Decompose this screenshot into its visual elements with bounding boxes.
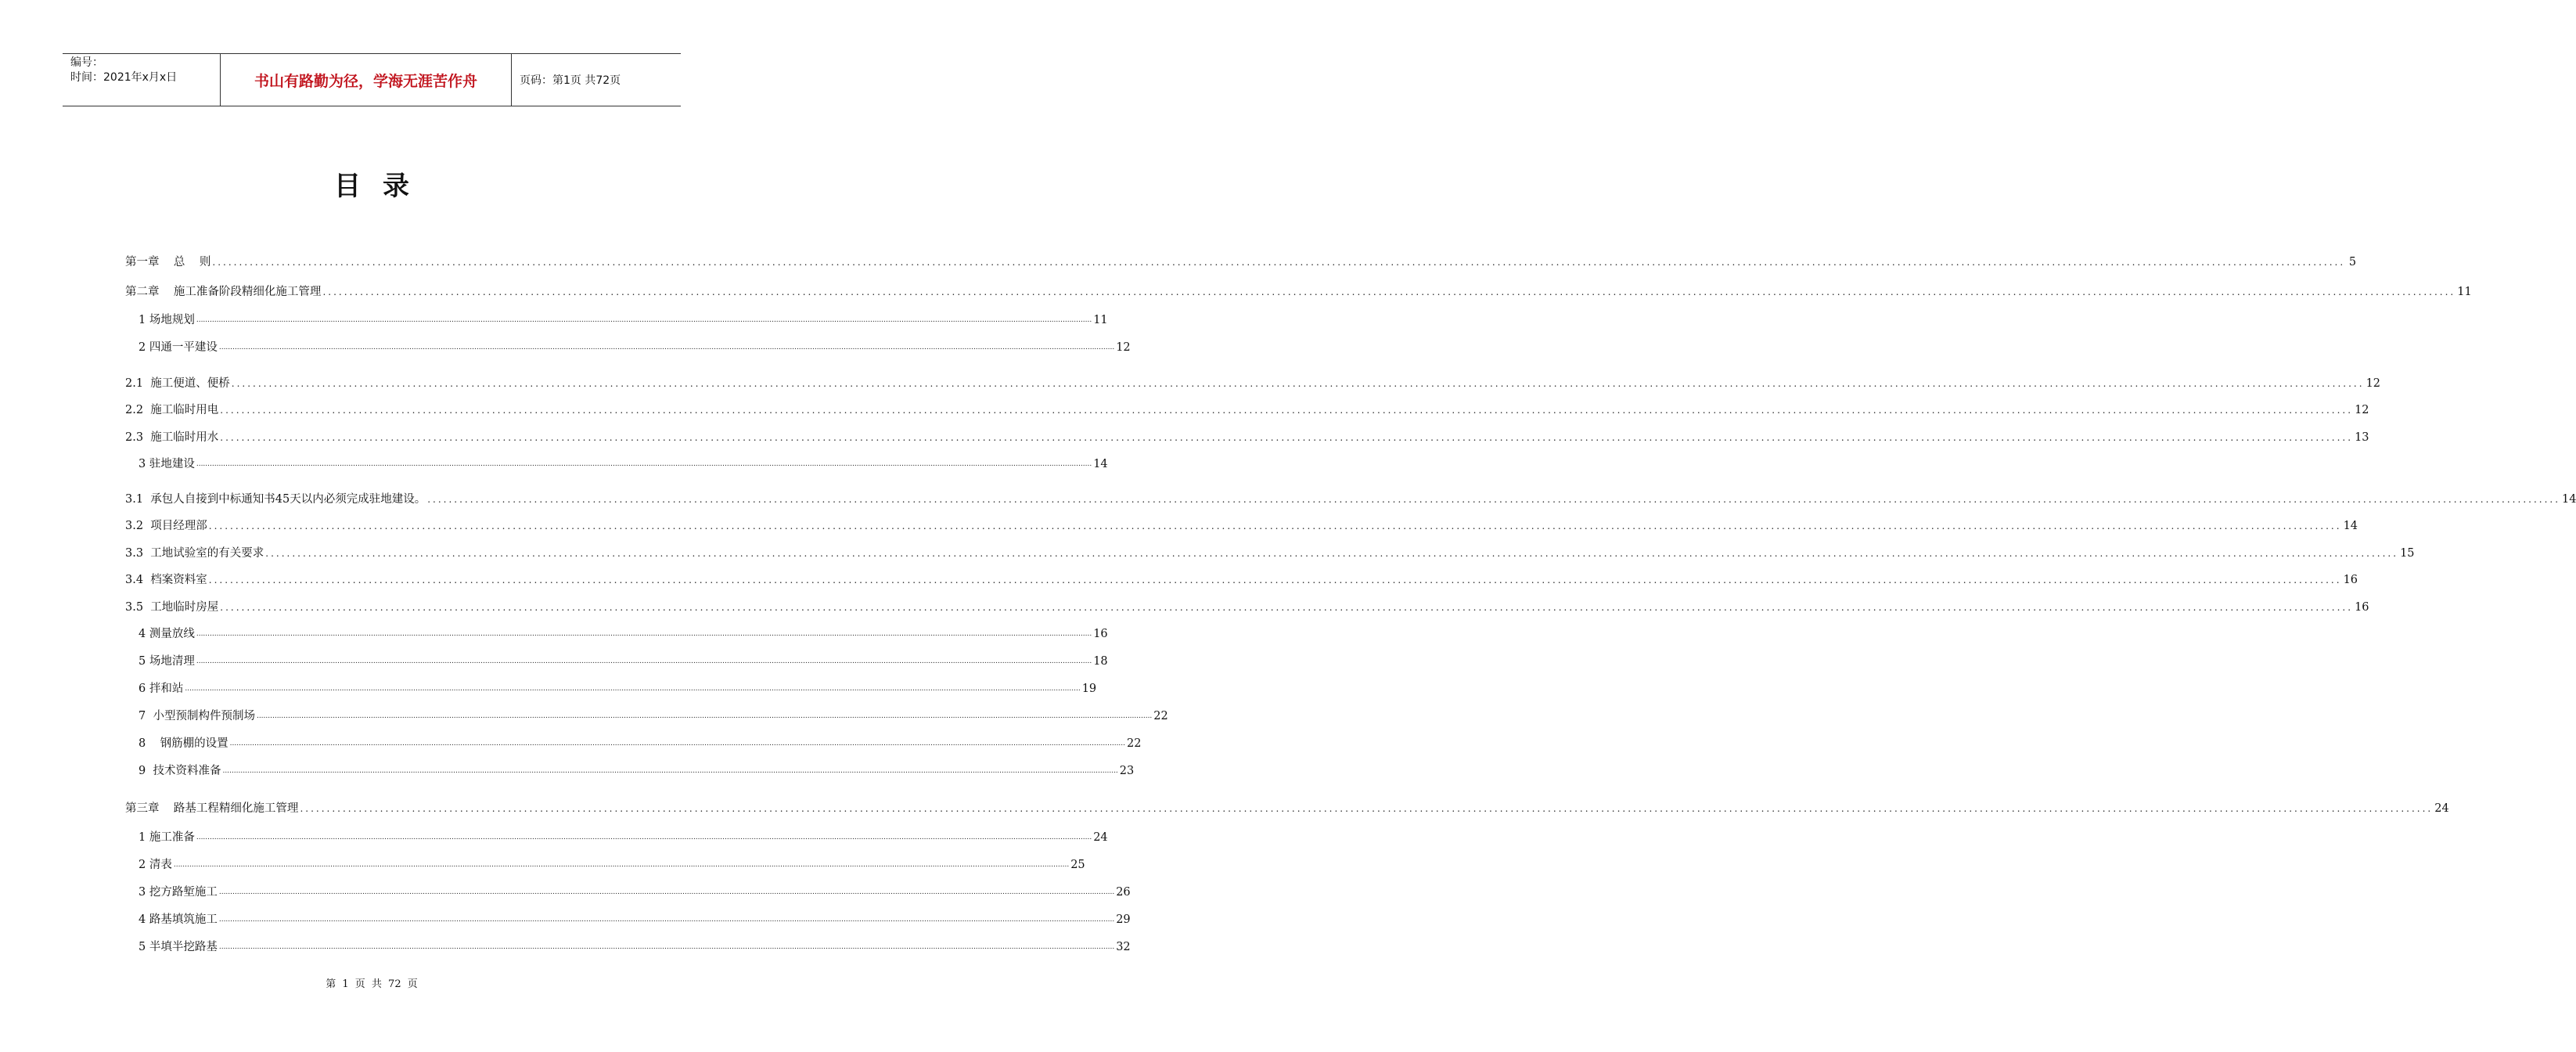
toc-entry-leader: ................................................................................................................................................................................................................................................................................................................................................................................................................ — [231, 378, 2365, 389]
toc-entry[interactable] — [125, 282, 2472, 299]
number-label: 编号： — [70, 56, 103, 69]
toc-entry-page: 25 — [1070, 859, 1085, 871]
toc-entry[interactable] — [139, 882, 1131, 899]
toc-entry-leader: ................................................................................................................................................................................................................................................................................................................................................................................................................ — [208, 575, 2342, 585]
toc-entry[interactable] — [139, 706, 1168, 723]
toc-entry-page: 16 — [2343, 574, 2358, 586]
toc-entry-page: 5 — [2348, 256, 2357, 268]
toc-entry[interactable] — [125, 516, 2358, 533]
toc-entry-label: 3.1 承包人自接到中标通知书45天以内必须完成驻地建设。 — [125, 493, 426, 506]
toc-entry-label: 3.5 工地临时房屋 — [125, 601, 219, 614]
toc-entry-leader: ................................................................................................................................................................................................................................................................................................................................................................................................................ — [222, 767, 1118, 775]
toc-entry-page: 12 — [1116, 341, 1131, 354]
toc-entry-page: 24 — [2434, 802, 2449, 815]
toc-entry[interactable] — [125, 543, 2415, 560]
toc-entry-label: 第二章 施工准备阶段精细化施工管理 — [125, 286, 322, 298]
toc-entry-page: 18 — [1093, 655, 1108, 668]
toc-entry[interactable] — [139, 624, 1108, 641]
toc-entry-label: 第三章 路基工程精细化施工管理 — [125, 802, 299, 815]
toc-entry[interactable] — [125, 570, 2358, 587]
toc-entry-page: 22 — [1153, 710, 1168, 722]
toc-entry-leader: ................................................................................................................................................................................................................................................................................................................................................................................................................ — [427, 494, 2561, 505]
toc-entry-page: 14 — [2343, 520, 2358, 532]
toc-entry-label: 4 路基填筑施工 — [139, 913, 218, 926]
toc-entry-label: 3.3 工地试验室的有关要求 — [125, 547, 264, 560]
toc-entry-page: 11 — [2457, 286, 2472, 298]
toc-entry-leader: ................................................................................................................................................................................................................................................................................................................................................................................................................ — [196, 630, 1092, 638]
toc-entry-label: 2.2 施工临时用电 — [125, 404, 219, 416]
toc-entry[interactable] — [125, 489, 2576, 506]
toc-entry-page: 16 — [1093, 628, 1108, 640]
page-footer: 第 1 页 共 72 页 — [326, 978, 418, 990]
toc-entry[interactable] — [139, 827, 1108, 845]
toc-entry[interactable] — [125, 252, 2357, 269]
toc-entry-page: 12 — [2355, 404, 2369, 416]
toc-entry-label: 5 场地清理 — [139, 655, 195, 668]
toc-entry-leader: ................................................................................................................................................................................................................................................................................................................................................................................................................ — [196, 460, 1092, 468]
toc-entry[interactable] — [125, 798, 2449, 816]
toc-entry-label: 2 四通一平建设 — [139, 341, 218, 354]
toc-entry[interactable] — [139, 454, 1108, 471]
toc-entry-page: 29 — [1116, 913, 1131, 926]
toc-entry-leader: ................................................................................................................................................................................................................................................................................................................................................................................................................ — [208, 521, 2342, 531]
toc-entry[interactable] — [139, 910, 1131, 927]
toc-entry-leader: ................................................................................................................................................................................................................................................................................................................................................................................................................ — [256, 712, 1153, 720]
toc-entry-label: 3.2 项目经理部 — [125, 520, 207, 532]
toc-entry-page: 19 — [1081, 683, 1097, 695]
toc-entry-label: 第一章 总 则 — [125, 256, 211, 268]
toc-entry-leader: ................................................................................................................................................................................................................................................................................................................................................................................................................ — [196, 834, 1092, 841]
toc-entry-page: 26 — [1116, 886, 1131, 899]
toc-entry-label: 6 拌和站 — [139, 683, 184, 695]
toc-entry-label: 4 测量放线 — [139, 628, 195, 640]
toc-entry-leader: ................................................................................................................................................................................................................................................................................................................................................................................................................ — [220, 405, 2354, 416]
toc-entry[interactable] — [139, 855, 1085, 872]
toc-entry-leader: ................................................................................................................................................................................................................................................................................................................................................................................................................ — [196, 316, 1092, 324]
toc-entry-leader: ................................................................................................................................................................................................................................................................................................................................................................................................................ — [212, 257, 2346, 268]
toc-entry-page: 24 — [1093, 831, 1108, 844]
toc-entry-page: 32 — [1116, 941, 1131, 953]
toc-entry-page: 11 — [1093, 314, 1108, 326]
toc-entry-label: 2 清表 — [139, 859, 172, 871]
toc-entry-page: 22 — [1127, 737, 1142, 750]
toc-entry[interactable] — [139, 679, 1097, 696]
toc-entry-label: 3 挖方路堑施工 — [139, 886, 218, 899]
header-motto: 书山有路勤为径，学海无涯苦作舟 — [220, 54, 512, 106]
toc-entry-leader: ................................................................................................................................................................................................................................................................................................................................................................................................................ — [300, 803, 2434, 814]
toc-entry-page: 14 — [1093, 458, 1108, 470]
toc-entry-leader: ................................................................................................................................................................................................................................................................................................................................................................................................................ — [218, 888, 1115, 896]
page-header — [63, 53, 681, 106]
toc-entry[interactable] — [125, 400, 2369, 417]
toc-entry[interactable] — [139, 651, 1108, 668]
toc-entry-leader: ................................................................................................................................................................................................................................................................................................................................................................................................................ — [196, 658, 1092, 665]
toc-entry-label: 7 小型预制构件预制场 — [139, 710, 255, 722]
toc-entry-page: 14 — [2562, 493, 2576, 506]
header-page-info: 页码：第1页 共72页 — [520, 74, 621, 87]
toc-entry-leader: ................................................................................................................................................................................................................................................................................................................................................................................................................ — [218, 943, 1115, 951]
toc-title: 目录 — [334, 171, 431, 202]
toc-entry-leader: ................................................................................................................................................................................................................................................................................................................................................................................................................ — [322, 286, 2456, 297]
toc-entry-leader: ................................................................................................................................................................................................................................................................................................................................................................................................................ — [220, 602, 2354, 613]
toc-entry-page: 12 — [2366, 377, 2381, 390]
toc-entry-label: 5 半填半挖路基 — [139, 941, 218, 953]
toc-entry[interactable] — [139, 937, 1131, 954]
header-meta — [63, 54, 220, 106]
toc-entry-label: 1 场地规划 — [139, 314, 195, 326]
toc-entry[interactable] — [125, 597, 2369, 614]
toc-entry-leader: ................................................................................................................................................................................................................................................................................................................................................................................................................ — [265, 548, 2399, 559]
toc-entry-page: 16 — [2355, 601, 2369, 614]
toc-entry-leader: ................................................................................................................................................................................................................................................................................................................................................................................................................ — [218, 344, 1115, 351]
toc-entry-leader: ................................................................................................................................................................................................................................................................................................................................................................................................................ — [218, 916, 1115, 924]
toc-entry-label: 3 驻地建设 — [139, 458, 195, 470]
toc-entry[interactable] — [139, 761, 1135, 778]
toc-entry-label: 8 钢筋棚的设置 — [139, 737, 228, 750]
toc-entry-page: 15 — [2400, 547, 2415, 560]
toc-entry-leader: ................................................................................................................................................................................................................................................................................................................................................................................................................ — [220, 432, 2354, 443]
toc-entry-label: 2.1 施工便道、便桥 — [125, 377, 230, 390]
toc-entry-page: 13 — [2355, 431, 2369, 444]
toc-entry-leader: ................................................................................................................................................................................................................................................................................................................................................................................................................ — [229, 740, 1126, 748]
time-label: 时间：2021年x月x日 — [70, 71, 178, 84]
toc-entry-page: 23 — [1119, 765, 1135, 777]
toc-entry[interactable] — [139, 733, 1142, 751]
toc-entry[interactable] — [125, 373, 2381, 391]
toc-entry[interactable] — [139, 337, 1131, 355]
toc-entry-leader: ................................................................................................................................................................................................................................................................................................................................................................................................................ — [185, 685, 1081, 693]
toc-entry-leader: ................................................................................................................................................................................................................................................................................................................................................................................................................ — [173, 861, 1070, 869]
toc-entry[interactable] — [139, 310, 1108, 327]
toc-entry-label: 9 技术资料准备 — [139, 765, 221, 777]
toc-entry-label: 3.4 档案资料室 — [125, 574, 207, 586]
toc-entry-label: 1 施工准备 — [139, 831, 195, 844]
toc-entry-label: 2.3 施工临时用水 — [125, 431, 219, 444]
toc-entry[interactable] — [125, 427, 2369, 445]
